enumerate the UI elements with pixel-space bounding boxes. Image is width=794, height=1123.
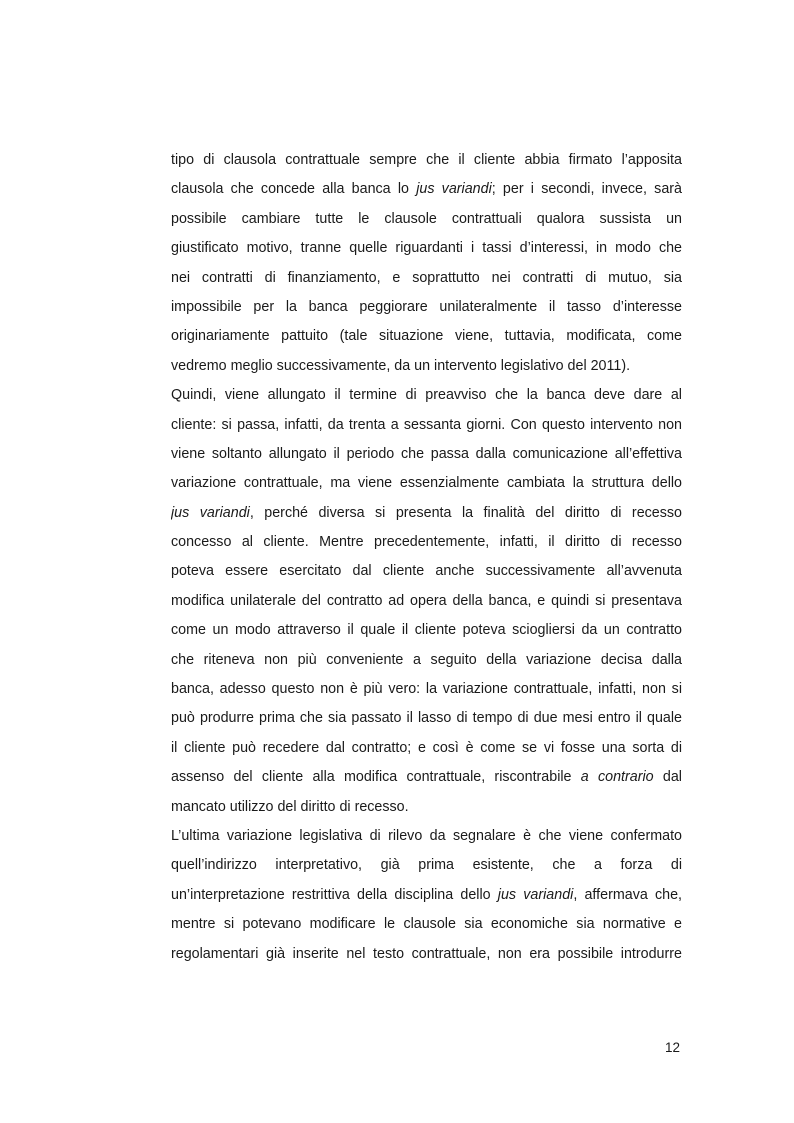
text-line: quell’indirizzo interpretativo, già prima esistente, che a forza di — [171, 857, 682, 874]
text-line: regolamentari già inserite nel testo contrattuale, non era possibile introdurre — [171, 945, 682, 962]
text-segment: clausola che concede alla banca lo — [171, 181, 417, 198]
text-line: può produrre prima che sia passato il lasso di tempo di due mesi entro il quale — [171, 710, 682, 727]
text-line: il cliente può recedere dal contratto; e così è come se vi fosse una sorta di — [171, 739, 682, 756]
italic-term: jus variandi — [416, 181, 492, 198]
page-number: 12 — [664, 1040, 680, 1055]
text-line: nei contratti di finanziamento, e soprattutto nei contratti di mutuo, sia — [171, 269, 682, 286]
text-line: vedremo meglio successivamente, da un intervento legislativo del 2011). — [171, 357, 631, 374]
text-line: mentre si potevano modificare le clausole sia economiche sia normative e — [171, 916, 682, 933]
text-line: mancato utilizzo del diritto di recesso. — [171, 798, 409, 815]
text-segment: , perché diversa si presenta la finalità del diritto di recesso — [249, 504, 682, 521]
body-text — [171, 146, 682, 969]
text-line: impossibile per la banca peggiorare unilateralmente il tasso d’interesse — [171, 298, 682, 315]
italic-term: jus variandi — [497, 886, 574, 903]
text-line: cliente: si passa, infatti, da trenta a sessanta giorni. Con questo intervento non — [171, 416, 682, 433]
text-line: come un modo attraverso il quale il cliente poteva sciogliersi da un contratto — [171, 622, 682, 639]
text-line: tipo di clausola contrattuale sempre che il cliente abbia firmato l’apposita — [171, 152, 682, 168]
text-line — [171, 881, 682, 910]
italic-term: jus variandi — [171, 504, 250, 521]
italic-term: a contrario — [580, 769, 654, 786]
text-line: Quindi, viene allungato il termine di preavviso che la banca deve dare al — [171, 387, 682, 404]
text-segment: ; per i secondi, invece, sarà — [491, 181, 682, 198]
text-line: poteva essere esercitato dal cliente anche successivamente all’avvenuta — [171, 563, 682, 580]
text-line — [171, 763, 682, 792]
text-line: concesso al cliente. Mentre precedentemente, infatti, il diritto di recesso — [171, 534, 682, 551]
text-segment: un’interpretazione restrittiva della disciplina dello — [171, 886, 498, 903]
text-line: che riteneva non più conveniente a seguito della variazione decisa dalla — [171, 651, 682, 668]
text-line: banca, adesso questo non è più vero: la variazione contrattuale, infatti, non si — [171, 681, 682, 698]
paragraph — [171, 822, 682, 969]
text-segment: assenso del cliente alla modifica contrattuale, riscontrabile — [171, 769, 581, 786]
text-line — [171, 499, 682, 528]
paragraph — [171, 381, 682, 822]
text-line: viene soltanto allungato il periodo che passa dalla comunicazione all’effettiva — [171, 445, 682, 462]
text-line: originariamente pattuito (tale situazione viene, tuttavia, modificata, come — [171, 328, 682, 345]
text-segment: , affermava che, — [573, 886, 682, 903]
text-segment: dal — [653, 769, 682, 786]
text-line: possibile cambiare tutte le clausole contrattuali qualora sussista un — [171, 210, 682, 227]
text-line: giustificato motivo, tranne quelle riguardanti i tassi d’interessi, in modo che — [171, 240, 682, 257]
paragraph — [171, 146, 682, 381]
text-line: variazione contrattuale, ma viene essenzialmente cambiata la struttura dello — [171, 475, 682, 492]
text-line: L’ultima variazione legislativa di rilevo da segnalare è che viene confermato — [171, 827, 682, 844]
text-line: modifica unilaterale del contratto ad opera della banca, e quindi si presentava — [171, 592, 682, 609]
text-line — [171, 175, 682, 204]
